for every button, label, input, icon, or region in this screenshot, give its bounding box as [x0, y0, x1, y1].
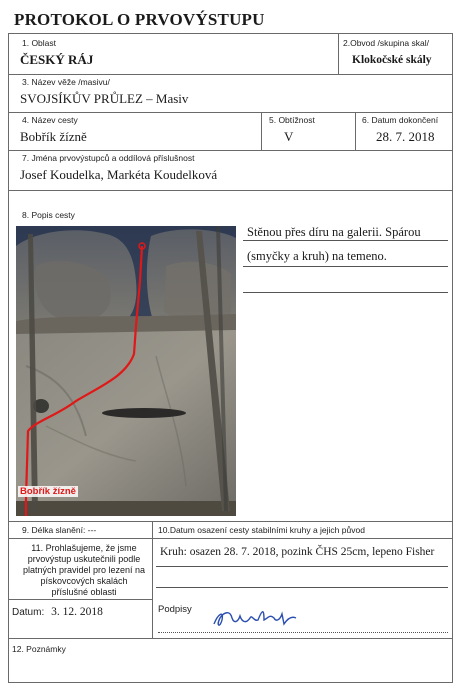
prohlaseni-block	[20, 543, 148, 598]
signature-image	[210, 604, 300, 632]
writing-line	[243, 292, 448, 293]
vez-label: 3. Název věže /masivu/	[22, 77, 110, 87]
cesta-label: 4. Název cesty	[22, 115, 78, 125]
jisteni-label: 10.Datum osazení cesty stabilními kruhy a jejich původ	[158, 525, 365, 535]
writing-line	[156, 566, 448, 567]
divider	[8, 150, 453, 151]
obvod-value: Klokočské skály	[352, 54, 432, 66]
datum-dokonceni-value: 28. 7. 2018	[376, 129, 435, 144]
route-photo-image	[16, 226, 236, 516]
divider	[8, 538, 453, 539]
writing-line	[243, 266, 448, 267]
prohlaseni-line: pískovcových skalách	[40, 576, 128, 586]
signature-line	[158, 632, 448, 633]
divider	[8, 74, 453, 75]
obvod-label: 2.Obvod /skupina skal/	[343, 38, 429, 48]
poznamky-label: 12. Poznámky	[12, 644, 66, 654]
route-photo	[16, 226, 236, 516]
prvovystupci-value: Josef Koudelka, Markéta Koudelková	[20, 167, 218, 182]
datum-field	[12, 606, 103, 618]
oblast-value: ČESKÝ RÁJ	[20, 52, 94, 67]
prvovystupci-label: 7. Jména prvovýstupců a oddílová příslušnost	[22, 153, 195, 163]
datum-dokonceni-label: 6. Datum dokončení	[362, 115, 439, 125]
writing-line	[156, 587, 448, 588]
divider	[355, 112, 356, 150]
vez-value: SVOJSÍKŮV PRŮLEZ – Masiv	[20, 91, 189, 106]
oblast-label: 1. Oblast	[22, 38, 57, 48]
prohlaseni-line: příslušné oblasti	[51, 587, 117, 597]
prohlaseni-label: 11. Prohlašujeme, že jsme	[31, 543, 137, 553]
divider	[152, 521, 153, 638]
photo-caption: Bobřík žízně	[20, 486, 76, 497]
datum-label: Datum:	[12, 607, 45, 618]
datum-value: 3. 12. 2018	[51, 606, 103, 618]
divider	[338, 33, 339, 74]
prohlaseni-line: platných pravidel pro lezení na	[22, 565, 146, 575]
divider	[261, 112, 262, 150]
obtiznost-value: V	[284, 129, 294, 144]
jisteni-value: Kruh: osazen 28. 7. 2018, pozink ČHS 25cm, lepeno Fisher	[160, 546, 435, 558]
divider	[8, 599, 152, 600]
popis-line-2: (smyčky a kruh) na temeno.	[247, 249, 387, 263]
prohlaseni-line: prvovýstup uskutečnili podle	[27, 554, 141, 564]
slaneni-label: 9. Délka slanění: ---	[22, 525, 97, 535]
page-title: PROTOKOL O PRVOVÝSTUPU	[14, 10, 265, 29]
divider	[8, 638, 453, 639]
writing-line	[243, 240, 448, 241]
divider	[8, 190, 453, 191]
obtiznost-label: 5. Obtížnost	[269, 115, 315, 125]
podpisy-label: Podpisy	[158, 604, 192, 615]
divider	[8, 112, 453, 113]
popis-line-1: Stěnou přes díru na galerii. Spárou	[247, 225, 421, 239]
divider	[8, 521, 453, 522]
cesta-value: Bobřík žízně	[20, 129, 87, 144]
popis-label: 8. Popis cesty	[22, 210, 75, 220]
